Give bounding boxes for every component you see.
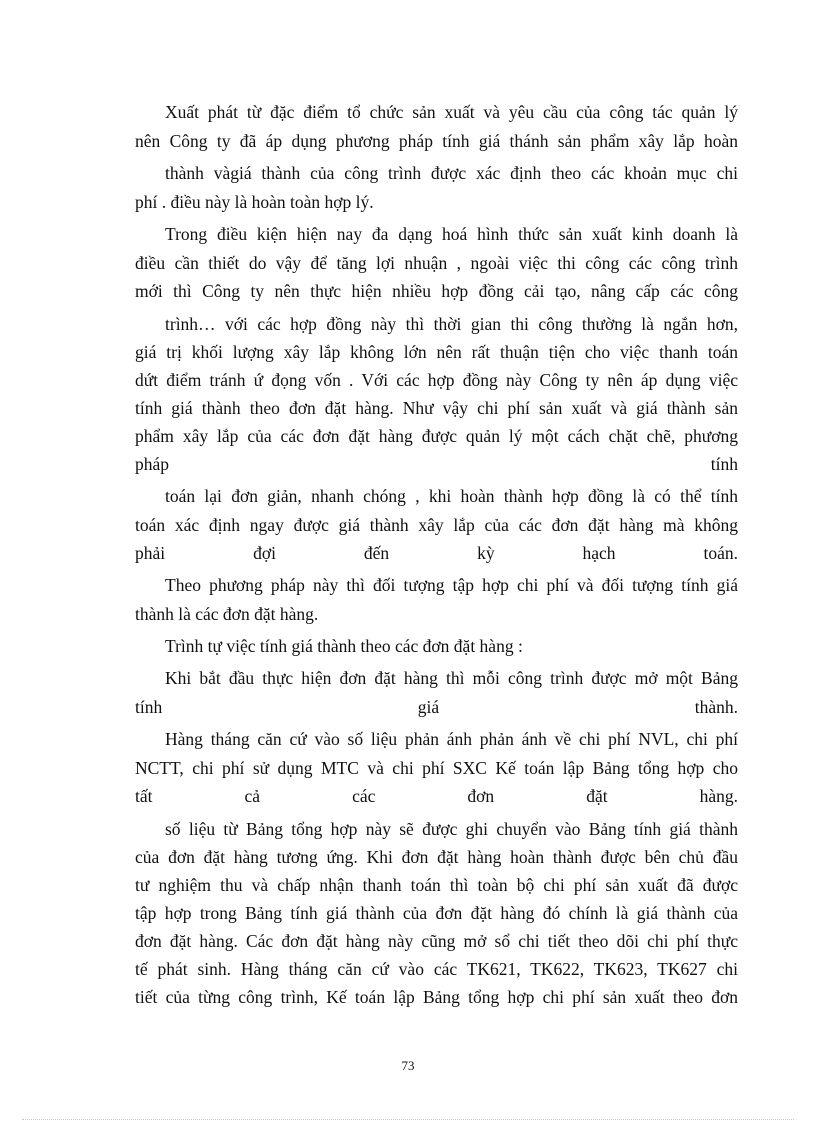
text-line: tính giá thành theo đơn đặt hàng. Như vậy chi phí sản xuất và giá thành sản: [135, 398, 738, 418]
text-line: Hàng tháng căn cứ vào số liệu phản ánh phản ánh về chi phí NVL, chi phí: [165, 729, 738, 749]
text-line: tính giá thành.: [135, 697, 738, 717]
text-line: nên Công ty đã áp dụng phương pháp tính giá thánh sản phẩm xây lắp hoàn: [135, 131, 738, 151]
text-line: toán lại đơn giản, nhanh chóng , khi hoàn thành hợp đồng là có thể tính: [165, 486, 738, 506]
text-line: tiết của từng công trình, Kế toán lập Bảng tổng hợp chi phí sản xuất theo đơn: [135, 987, 738, 1007]
footer-divider: [22, 1119, 794, 1120]
text-line: Xuất phát từ đặc điểm tổ chức sản xuất và yêu cầu của công tác quản lý: [165, 102, 738, 122]
text-line: dứt điểm tránh ứ đọng vốn . Với các hợp đồng này Công ty nên áp dụng việc: [135, 370, 738, 390]
text-line: thành là các đơn đặt hàng.: [135, 604, 319, 624]
text-line: tập hợp trong Bảng tính giá thành của đơn đặt hàng đó chính là giá thành của: [135, 903, 738, 923]
text-line: Trình tự việc tính giá thành theo các đơn đặt hàng :: [165, 636, 523, 656]
text-line: điều cần thiết do vậy để tăng lợi nhuận , ngoài việc thi công các công trình: [135, 253, 738, 273]
text-line: Trong điều kiện hiện nay đa dạng hoá hình thức sản xuất kinh doanh là: [165, 224, 738, 244]
text-line: phẩm xây lắp của các đơn đặt hàng được quản lý một cách chặt chẽ, phương: [135, 426, 738, 446]
text-line: tất cả các đơn đặt hàng.: [135, 786, 738, 806]
text-line: NCTT, chi phí sử dụng MTC và chi phí SXC Kế toán lập Bảng tổng hợp cho: [135, 758, 738, 778]
text-line: pháp tính: [135, 454, 738, 474]
text-line: trình… với các hợp đồng này thì thời gian thi công thường là ngắn hơn,: [165, 314, 738, 334]
text-line: phải đợi đến kỳ hạch toán.: [135, 543, 738, 563]
page-number: 73: [401, 1058, 415, 1073]
text-line: của đơn đặt hàng tương ứng. Khi đơn đặt hàng hoàn thành được bên chủ đầu: [135, 847, 738, 867]
text-line: đơn đặt hàng. Các đơn đặt hàng này cũng mở sổ chi tiết theo dõi chi phí thực: [135, 931, 738, 951]
text-line: Khi bắt đầu thực hiện đơn đặt hàng thì mỗi công trình được mở một Bảng: [165, 668, 738, 688]
text-line: tư nghiệm thu và chấp nhận thanh toán thì toàn bộ chi phí sản xuất đã được: [135, 875, 738, 895]
text-line: thành vàgiá thành của công trình được xác định theo các khoản mục chi: [165, 163, 738, 183]
text-line: giá trị khối lượng xây lắp không lớn nên rất thuận tiện cho việc thanh toán: [135, 342, 738, 362]
text-line: số liệu từ Bảng tổng hợp này sẽ được ghi chuyển vào Bảng tính giá thành: [165, 819, 738, 839]
text-line: phí . điều này là hoàn toàn hợp lý.: [135, 192, 374, 212]
text-line: mới thì Công ty nên thực hiện nhiều hợp đồng cải tạo, nâng cấp các công: [135, 281, 738, 301]
text-line: tế phát sinh. Hàng tháng căn cứ vào các TK621, TK622, TK623, TK627 chi: [135, 959, 738, 979]
text-line: toán xác định ngay được giá thành xây lắp của các đơn đặt hàng mà không: [135, 515, 738, 535]
text-line: Theo phương pháp này thì đối tượng tập hợp chi phí và đối tượng tính giá: [165, 575, 738, 595]
